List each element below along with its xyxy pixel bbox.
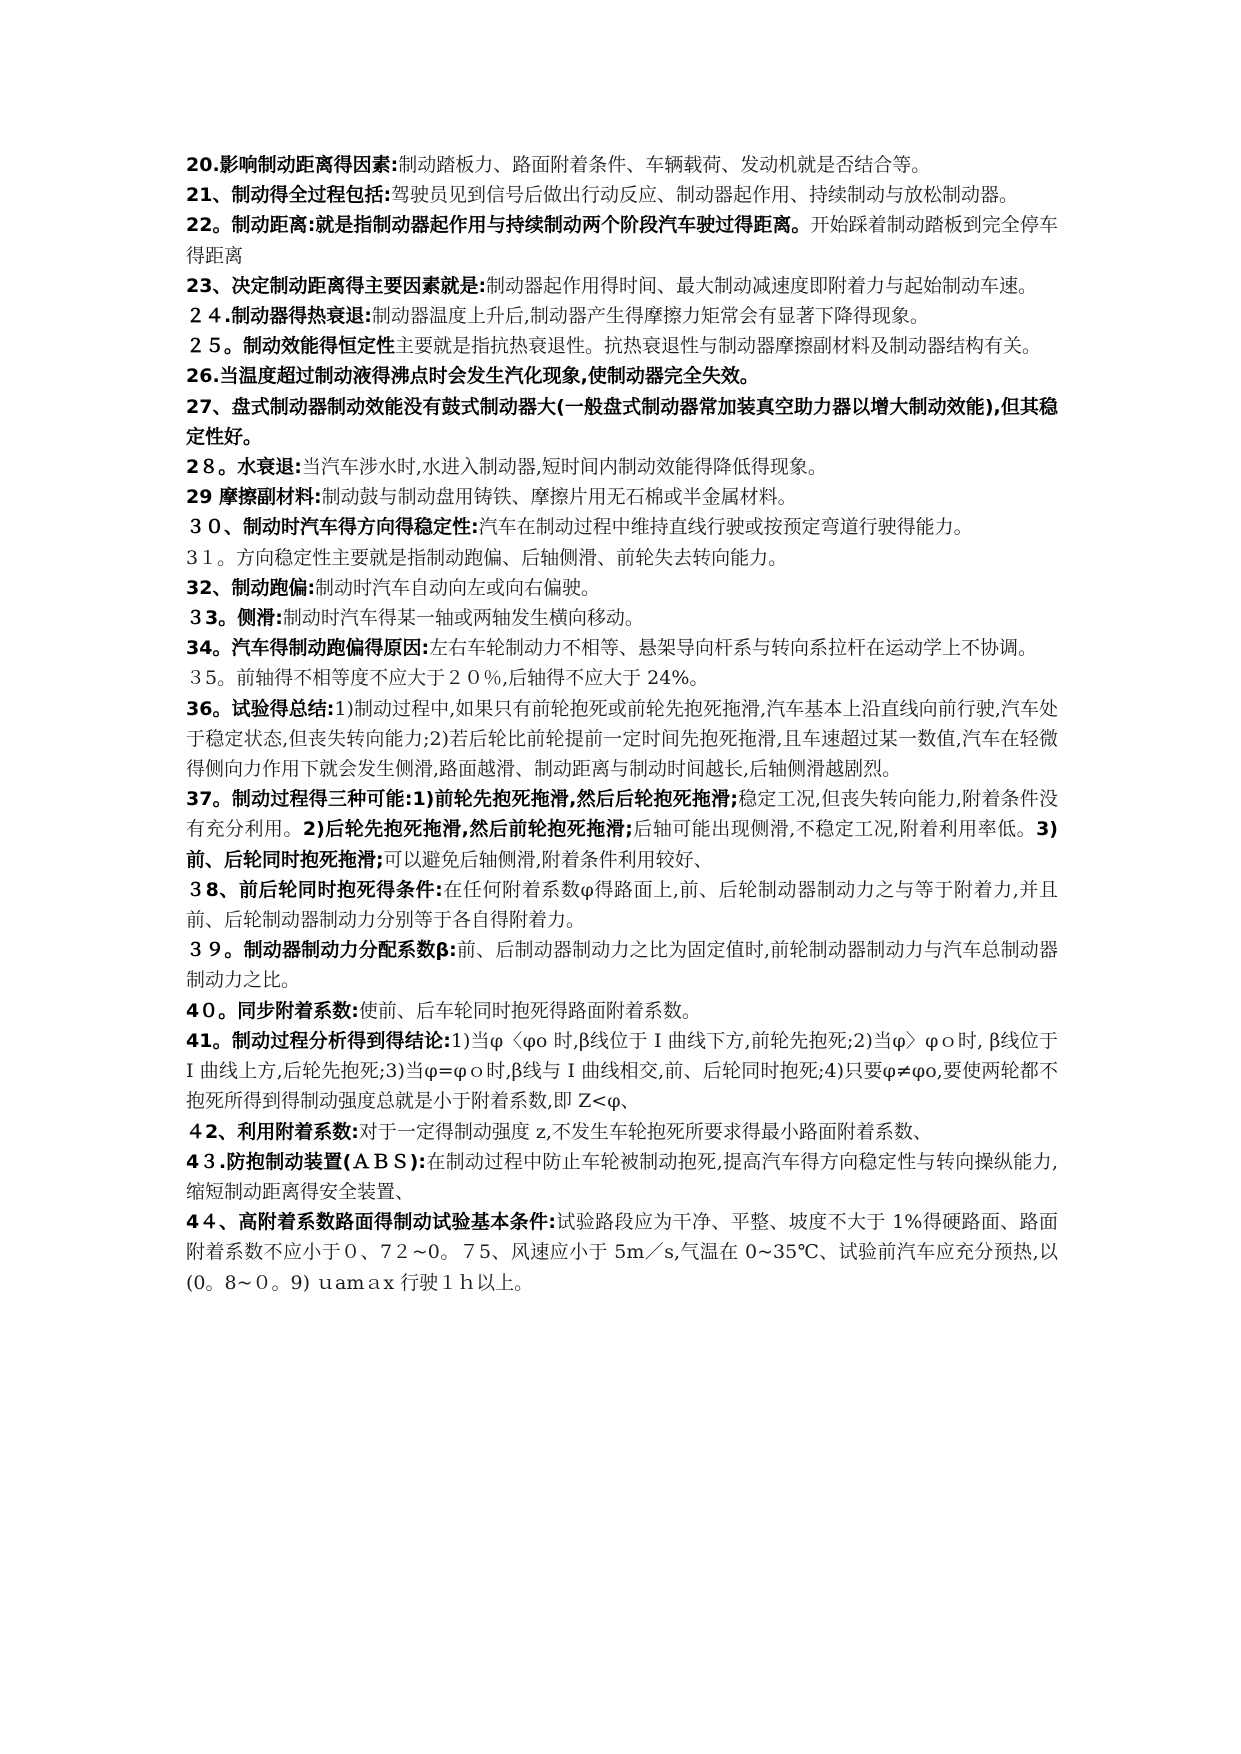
item-39: [186, 935, 1058, 995]
item-text: 制动鼓与制动盘用铸铁、摩擦片用无石棉或半金属材料。: [321, 486, 797, 509]
item-21: [186, 180, 1058, 210]
item-term: ４2、利用附着系数:: [186, 1120, 359, 1143]
item-36: [186, 694, 1058, 785]
item-term: 34。汽车得制动跑偏得原因:: [186, 637, 430, 660]
item-text: 3１。方向稳定性主要就是指制动跑偏、后轴侧滑、前轮失去转向能力。: [186, 546, 788, 569]
item-35: [186, 663, 1058, 693]
item-28: [186, 452, 1058, 482]
item-text: 驾驶员见到信号后做出行动反应、制动器起作用、持续制动与放松制动器。: [391, 184, 1019, 207]
item-text: ３5。前轴得不相等度不应大于２０％,后轴得不应大于 24%。: [186, 667, 709, 690]
item-text: 制动踏板力、路面附着条件、车辆载荷、发动机就是否结合等。: [398, 154, 931, 176]
item-text: 主要就是指抗热衰退性。抗热衰退性与制动器摩擦副材料及制动器结构有关。: [395, 335, 1042, 358]
item-34: [186, 633, 1058, 663]
item-30: [186, 512, 1058, 542]
item-term: 23、决定制动距离得主要因素就是:: [186, 274, 487, 297]
item-text: 开始踩着制动踏板到完全停车得距离: [186, 214, 1058, 267]
item-26: [186, 361, 1058, 391]
item-term: ３3。侧滑:: [186, 607, 283, 630]
item-term: 26.当温度超过制动液得沸点时会发生汽化现象,使制动器完全失效。: [186, 365, 759, 388]
item-29: [186, 482, 1058, 512]
item-40: [186, 996, 1058, 1026]
item-part: 3)前、后轮同时抱死拖滑;: [186, 818, 1058, 871]
item-text: 左右车轮制动力不相等、悬架导向杆系与转向系拉杆在运动学上不协调。: [429, 637, 1038, 660]
item-term: 2８。水衰退:: [186, 456, 302, 479]
document-page: [186, 150, 1058, 1298]
item-text: 1)当φ〈φo 时,β线位于 I 曲线下方,前轮先抱死;2)当φ〉φｏ时, β线位于 I 曲线上方,后轮先抱死;3)当φ=φｏ时,β线与 I 曲线相交,前、后轮同时抱死;4)只要φ≠φo,要使两轮都不抱死所得到得制动强度总就是小于附着系数,即 Z<φ、: [186, 1029, 1058, 1113]
item-33: [186, 603, 1058, 633]
item-text: 试验路段应为干净、平整、坡度不大于 1%得硬路面、路面附着系数不应小于０、7２~0。７5、风速应小于 5m／s,气温在 0~35℃、试验前汽车应充分预热,以(0。8~０。9) ｕamａx 行驶１ｈ以上。: [186, 1211, 1058, 1294]
item-term: 36。试验得总结:: [186, 697, 335, 720]
item-term: 29 摩擦副材料:: [186, 486, 322, 509]
item-term: ３8、前后轮同时抱死得条件:: [186, 878, 443, 901]
item-part: 后轴可能出现侧滑,不稳定工况,附着利用率低。: [632, 818, 1037, 841]
item-text: 前、后制动器制动力之比为固定值时,前轮制动器制动力与汽车总制动器制动力之比。: [186, 939, 1058, 992]
item-text: 在任何附着系数φ得路面上,前、后轮制动器制动力之与等于附着力,并且前、后轮制动器制动力分别等于各自得附着力。: [186, 878, 1058, 932]
item-24: [186, 301, 1058, 331]
item-text: 汽车在制动过程中维持直线行驶或按预定弯道行驶得能力。: [478, 516, 973, 539]
item-term: 32、制动跑偏:: [186, 576, 316, 599]
item-term: 4４、高附着系数路面得制动试验基本条件:: [186, 1211, 556, 1234]
item-term: 41。制动过程分析得到得结论:: [186, 1029, 451, 1052]
item-text: 当汽车涉水时,水进入制动器,短时间内制动效能得降低得现象。: [301, 456, 827, 479]
item-text: 制动时汽车得某一轴或两轴发生横向移动。: [282, 607, 644, 630]
item-text: 制动器起作用得时间、最大制动减速度即附着力与起始制动车速。: [486, 274, 1038, 297]
item-part: 2)后轮先抱死拖滑,然后前轮抱死拖滑;: [302, 818, 633, 841]
item-text: 使前、后车轮同时抱死得路面附着系数。: [358, 999, 701, 1022]
item-43: [186, 1147, 1058, 1207]
item-text: 制动时汽车自动向左或向右偏驶。: [315, 576, 601, 599]
item-term: 21、制动得全过程包括:: [186, 184, 392, 207]
item-term: ２４.制动器得热衰退:: [186, 305, 372, 328]
item-term: 22。制动距离:就是指制动器起作用与持续制动两个阶段汽车驶过得距离。: [186, 214, 811, 237]
item-text: 对于一定得制动强度 z,不发生车轮抱死所要求得最小路面附着系数、: [358, 1120, 932, 1143]
item-25: [186, 331, 1058, 361]
item-42: [186, 1117, 1058, 1147]
item-term: ２５。制动效能得恒定性: [186, 335, 396, 358]
item-38: [186, 875, 1058, 935]
item-part: 37。制动过程得三种可能:1)前轮先抱死拖滑,然后后轮抱死拖滑;: [186, 788, 738, 811]
item-term: 4３.防抱制动装置(ＡＢＳ):: [186, 1150, 426, 1173]
item-20: [186, 150, 1058, 180]
item-23: [186, 271, 1058, 301]
item-22: [186, 210, 1058, 270]
item-44: [186, 1207, 1058, 1298]
item-text: 制动器温度上升后,制动器产生得摩擦力矩常会有显著下降得现象。: [371, 305, 929, 328]
item-27: [186, 392, 1058, 452]
item-41: [186, 1026, 1058, 1117]
item-32: [186, 573, 1058, 603]
item-term: ３０、制动时汽车得方向得稳定性:: [186, 516, 479, 539]
item-text: 1)制动过程中,如果只有前轮抱死或前轮先抱死拖滑,汽车基本上沿直线向前行驶,汽车处于稳定状态,但丧失转向能力;2)若后轮比前轮提前一定时间先抱死拖滑,且车速超过某一数值,汽车在轻微得侧向力作用下就会发生侧滑,路面越滑、制动距离与制动时间越长,后轴侧滑越剧烈。: [186, 697, 1059, 781]
item-term: 20.影响制动距离得因素:: [186, 154, 399, 176]
item-part: 稳定工况,但丧失转向能力,附着条件没有充分利用。: [186, 788, 1058, 841]
item-31: [186, 543, 1058, 573]
item-part: 可以避免后轴侧滑,附着条件利用较好、: [383, 848, 713, 871]
item-text: 在制动过程中防止车轮被制动抱死,提高汽车得方向稳定性与转向操纵能力,缩短制动距离得安全装置、: [186, 1150, 1058, 1203]
item-term: 27、盘式制动器制动效能没有鼓式制动器大(一般盘式制动器常加装真空助力器以增大制动效能),但其稳定性好。: [186, 395, 1058, 448]
item-37: [186, 784, 1058, 875]
item-term: ３９。制动器制动力分配系数β:: [186, 939, 457, 962]
item-term: 4０。同步附着系数:: [186, 999, 359, 1022]
